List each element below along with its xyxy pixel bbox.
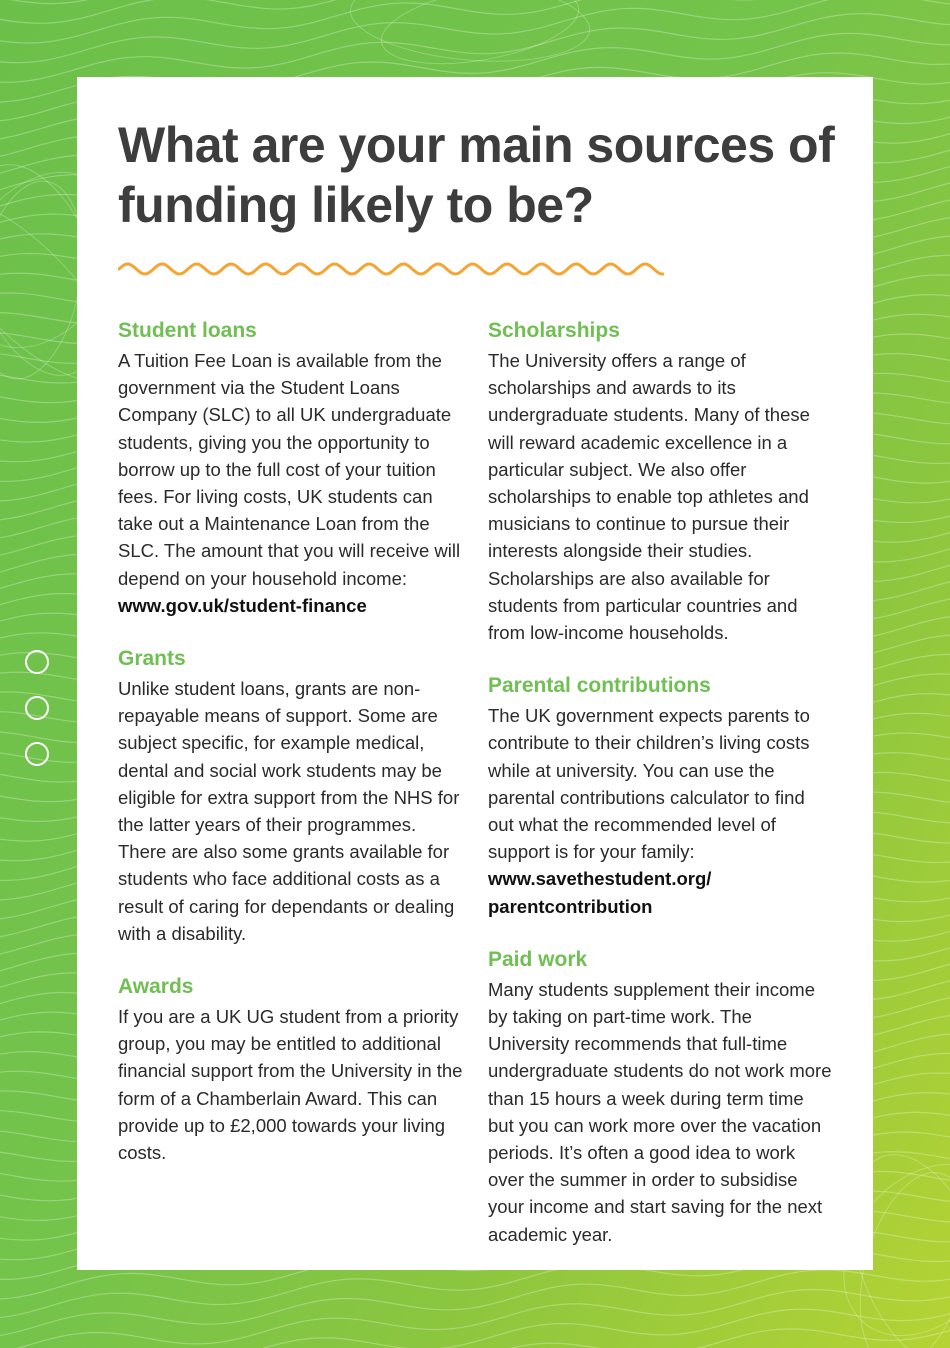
section-student-loans — [118, 318, 463, 619]
circle-outline-icon — [25, 742, 49, 766]
section-body: A Tuition Fee Loan is available from the government via the Student Loans Company (SLC) to all UK undergraduate students, giving you the opportunity to borrow up to the full cost of your tuition fees. For living costs, UK students can take out a Maintenance Loan from the SLC. The amount that you will receive will depend on your household income: www.gov.uk/student-finance — [118, 347, 463, 619]
section-grants — [118, 646, 463, 947]
section-body: The University offers a range of scholarships and awards to its undergraduate students. Many of these will reward academic excellence in a particular subject. We also offer scholarships to enable top athletes and musicians to continue to pursue their interests alongside their studies. Scholarships are also available for students from particular countries and from low-income households. — [488, 350, 810, 644]
section-heading: Awards — [118, 975, 194, 999]
section-body: Many students supplement their income by taking on part-time work. The University recommends that full-time undergraduate students do not work more than 15 hours a week during term time but you can work more over the vacation periods. It’s often a good idea to work over the summer in order to subsidise your income and start saving for the next academic year. — [488, 978, 832, 1245]
right-column — [488, 318, 833, 1275]
wave-line — [0, 1322, 950, 1348]
section-heading: Student loans — [118, 319, 257, 342]
page-dots — [25, 650, 49, 788]
section-body: Unlike student loans, grants are non-repayable means of support. Some are subject specific, for example medical, dental and social work students may be eligible for extra support from the NHS for the latter years of their programmes. There are also some grants available for students who face additional costs as a result of caring for dependants or dealing with a disability. — [118, 678, 460, 944]
section-heading: Parental contributions — [488, 674, 711, 698]
content-card — [77, 77, 873, 1270]
wavy-divider — [118, 260, 664, 278]
section-body: The UK government expects parents to contribute to their children’s living costs while at university. You can use the parental contributions calculator to find out what the recommended level of support is for your family: www.savethestudent.org/ parentcontribution — [488, 702, 833, 920]
section-heading: Scholarships — [488, 319, 620, 342]
section-scholarships — [488, 318, 833, 646]
page-title: What are your main sources of funding likely to be? — [118, 117, 835, 233]
section-heading: Paid work — [488, 947, 588, 971]
wave-line — [0, 1305, 950, 1348]
section-body: If you are a UK UG student from a priority group, you may be entitled to additional financial support from the University in the form of a Chamberlain Award. This can provide up to £2,000 towards your living costs. — [118, 1006, 463, 1164]
parent-contribution-link[interactable]: www.savethestudent.org/ parentcontribution — [488, 868, 712, 917]
section-parental-contributions — [488, 673, 833, 920]
circle-outline-icon — [25, 650, 49, 674]
left-column — [118, 318, 463, 1193]
student-finance-link[interactable]: www.gov.uk/student-finance — [118, 594, 367, 616]
wave-line — [0, 14, 950, 83]
circle-outline-icon — [25, 696, 49, 720]
wave-line — [0, 1289, 950, 1348]
section-paid-work — [488, 947, 833, 1248]
wave-line — [0, 1270, 950, 1338]
section-heading: Grants — [118, 647, 186, 671]
section-awards — [118, 974, 463, 1166]
